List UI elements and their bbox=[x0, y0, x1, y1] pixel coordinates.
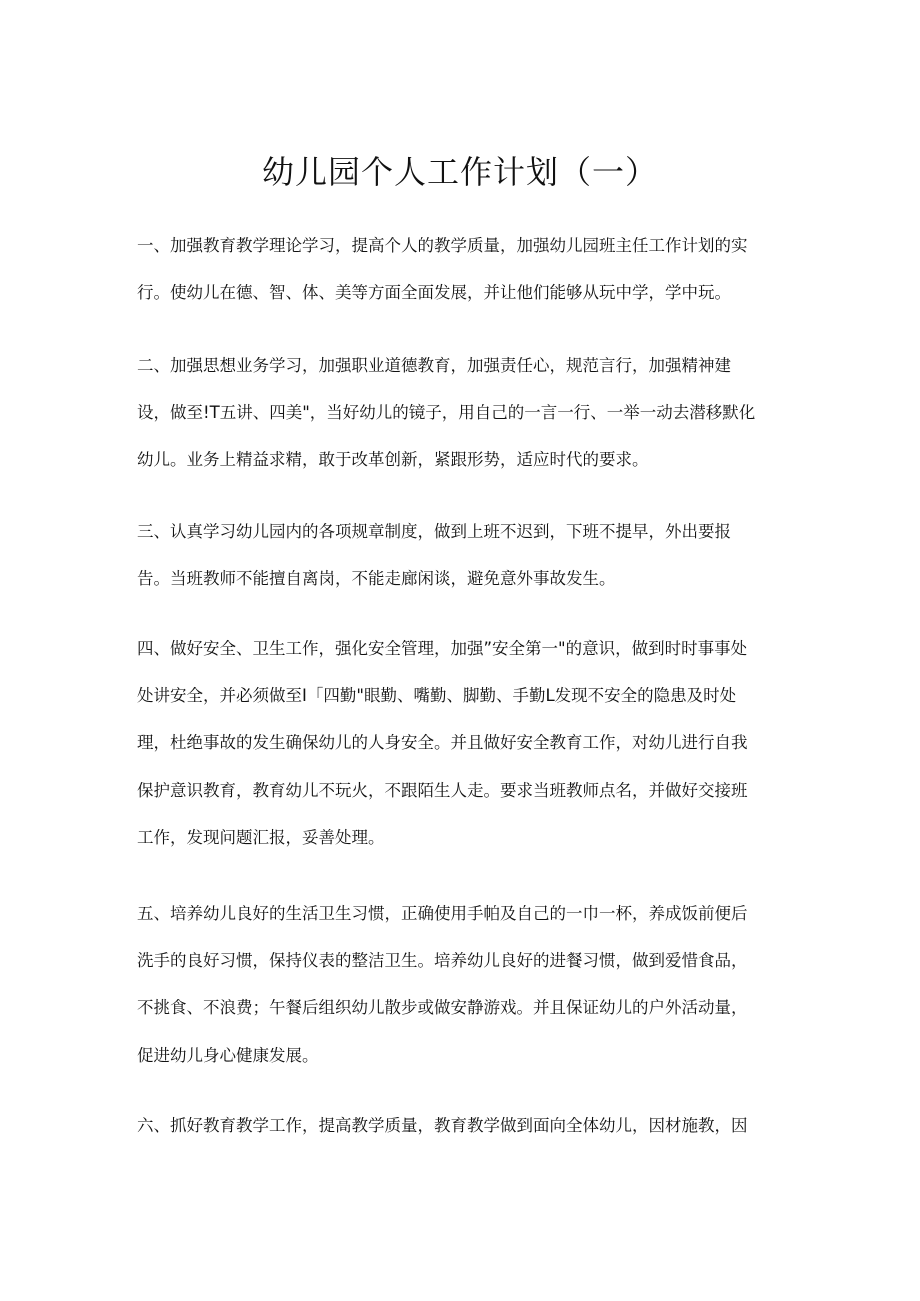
paragraph-line: 一、加强教育教学理论学习，提高个人的教学质量，加强幼儿园班主任工作计划的实 bbox=[137, 236, 748, 255]
paragraph-2 bbox=[137, 354, 787, 472]
paragraph-line: 不挑食、不浪费；午餐后组织幼儿散步或做安静游戏。并且保证幼儿的户外活动量， bbox=[137, 998, 748, 1018]
paragraph-line: 理，杜绝事故的发生确保幼儿的人身安全。并且做好安全教育工作，对幼儿进行自我 bbox=[137, 733, 748, 753]
paragraph-line: 工作，发现问题汇报，妥善处理。 bbox=[137, 827, 385, 847]
paragraph-line: 二、加强思想业务学习，加强职业道德教育，加强责任心，规范言行，加强精神建 bbox=[137, 356, 731, 375]
paragraph-line: 五、培养幼儿良好的生活卫生习惯，正确使用手帕及自己的一巾一杯，养成饭前便后 bbox=[137, 904, 748, 923]
document-title: 幼儿园个人工作计划（一） bbox=[261, 153, 658, 191]
paragraph-6 bbox=[137, 1114, 787, 1138]
paragraph-line: 保护意识教育，教育幼儿不玩火，不跟陌生人走。要求当班教师点名，并做好交接班 bbox=[137, 780, 748, 800]
paragraph-line: 洗手的良好习惯，保持仪表的整洁卫生。培养幼儿良好的进餐习惯，做到爱惜食品， bbox=[137, 951, 748, 971]
paragraph-line: 四、做好安全、卫生工作，强化安全管理，加强”安全第一"的意识，做到时时事事处 bbox=[137, 639, 748, 658]
paragraph-4 bbox=[137, 637, 787, 850]
paragraph-1 bbox=[137, 234, 787, 305]
paragraph-line: 行。使幼儿在德、智、体、美等方面全面发展，并让他们能够从玩中学，学中玩。 bbox=[137, 283, 731, 303]
paragraph-line: 幼儿。业务上精益求精，敢于改革创新，紧跟形势，适应时代的要求。 bbox=[137, 450, 649, 470]
paragraph-3 bbox=[137, 520, 787, 591]
paragraph-line: 设，做至!T五讲、四美"，当好幼儿的镜子，用自己的一言一行、一举一动去潜移默化 bbox=[137, 403, 756, 423]
paragraph-line: 处讲安全，并必须做至I「四勤"眼勤、嘴勤、脚勤、手勤L发现不安全的隐患及时处 bbox=[137, 686, 737, 706]
paragraph-5 bbox=[137, 902, 787, 1068]
paragraph-line: 三、认真学习幼儿园内的各项规章制度，做到上班不迟到，下班不提早，外出要报 bbox=[137, 522, 731, 541]
paragraph-line: 促进幼儿身心健康发展。 bbox=[137, 1045, 319, 1065]
paragraph-line: 告。当班教师不能擅自离岗，不能走廊闲谈，避免意外事故发生。 bbox=[137, 569, 616, 589]
paragraph-line: 六、抓好教育教学工作，提高教学质量，教育教学做到面向全体幼儿，因材施教，因 bbox=[137, 1116, 748, 1135]
